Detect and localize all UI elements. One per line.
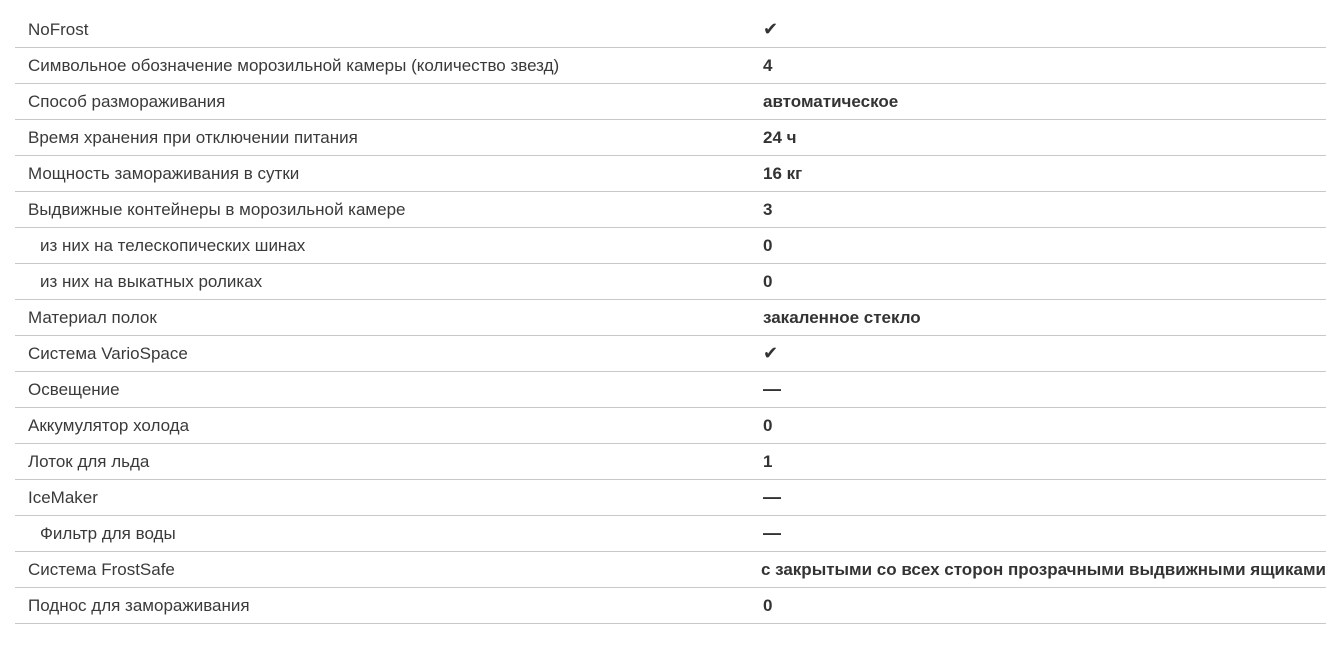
spec-row-variospace: [15, 336, 1326, 372]
spec-label: Способ размораживания: [28, 91, 226, 111]
spec-label: Символьное обозначение морозильной камеры (количество звезд): [28, 55, 560, 75]
spec-row-freezing-tray: [15, 588, 1326, 624]
spec-value: с закрытыми со всех сторон прозрачными выдвижными ящиками: [760, 559, 1326, 579]
spec-value: 1: [763, 451, 773, 471]
spec-value: 0: [763, 235, 773, 255]
spec-row-freezer-stars: [15, 48, 1326, 84]
spec-row-nofrost: [15, 12, 1326, 48]
spec-label: из них на телескопических шинах: [40, 235, 306, 255]
spec-row-roll-out-wheels: [15, 264, 1326, 300]
spec-row-cold-accumulator: [15, 408, 1326, 444]
spec-label: Фильтр для воды: [40, 523, 176, 543]
spec-row-freezing-capacity: [15, 156, 1326, 192]
dash-icon: —: [763, 523, 781, 543]
spec-row-icemaker: [15, 480, 1326, 516]
dash-icon: —: [763, 379, 781, 399]
spec-label: Лоток для льда: [28, 451, 150, 471]
spec-value: 4: [763, 55, 773, 75]
spec-row-power-outage-storage: [15, 120, 1326, 156]
check-icon: ✔: [763, 19, 779, 39]
spec-row-defrost-method: [15, 84, 1326, 120]
spec-label: Время хранения при отключении питания: [28, 127, 358, 147]
dash-icon: —: [763, 487, 781, 507]
spec-row-ice-tray: [15, 444, 1326, 480]
spec-label: Система VarioSpace: [28, 343, 188, 363]
spec-value: 0: [763, 415, 773, 435]
spec-value: 3: [763, 199, 773, 219]
spec-label: из них на выкатных роликах: [40, 271, 263, 291]
specs-table: [15, 12, 1326, 624]
spec-label: IceMaker: [28, 487, 98, 507]
spec-value: 24 ч: [763, 127, 797, 147]
spec-row-frostsafe: [15, 552, 1326, 588]
check-icon: ✔: [763, 343, 779, 363]
spec-value: 16 кг: [763, 163, 803, 183]
spec-label: Поднос для замораживания: [28, 595, 250, 615]
spec-row-drawers: [15, 192, 1326, 228]
spec-value: 0: [763, 271, 773, 291]
spec-row-telescopic-rails: [15, 228, 1326, 264]
spec-row-lighting: [15, 372, 1326, 408]
spec-row-water-filter: [15, 516, 1326, 552]
spec-label: Аккумулятор холода: [28, 415, 190, 435]
spec-value: автоматическое: [763, 91, 899, 111]
spec-label: Выдвижные контейнеры в морозильной камере: [28, 199, 406, 219]
spec-label: Освещение: [28, 379, 120, 399]
spec-label: NoFrost: [28, 19, 89, 39]
spec-value: 0: [763, 595, 773, 615]
spec-row-shelf-material: [15, 300, 1326, 336]
spec-label: Материал полок: [28, 307, 157, 327]
spec-value: закаленное стекло: [763, 307, 921, 327]
spec-label: Мощность замораживания в сутки: [28, 163, 300, 183]
spec-label: Система FrostSafe: [28, 559, 175, 579]
